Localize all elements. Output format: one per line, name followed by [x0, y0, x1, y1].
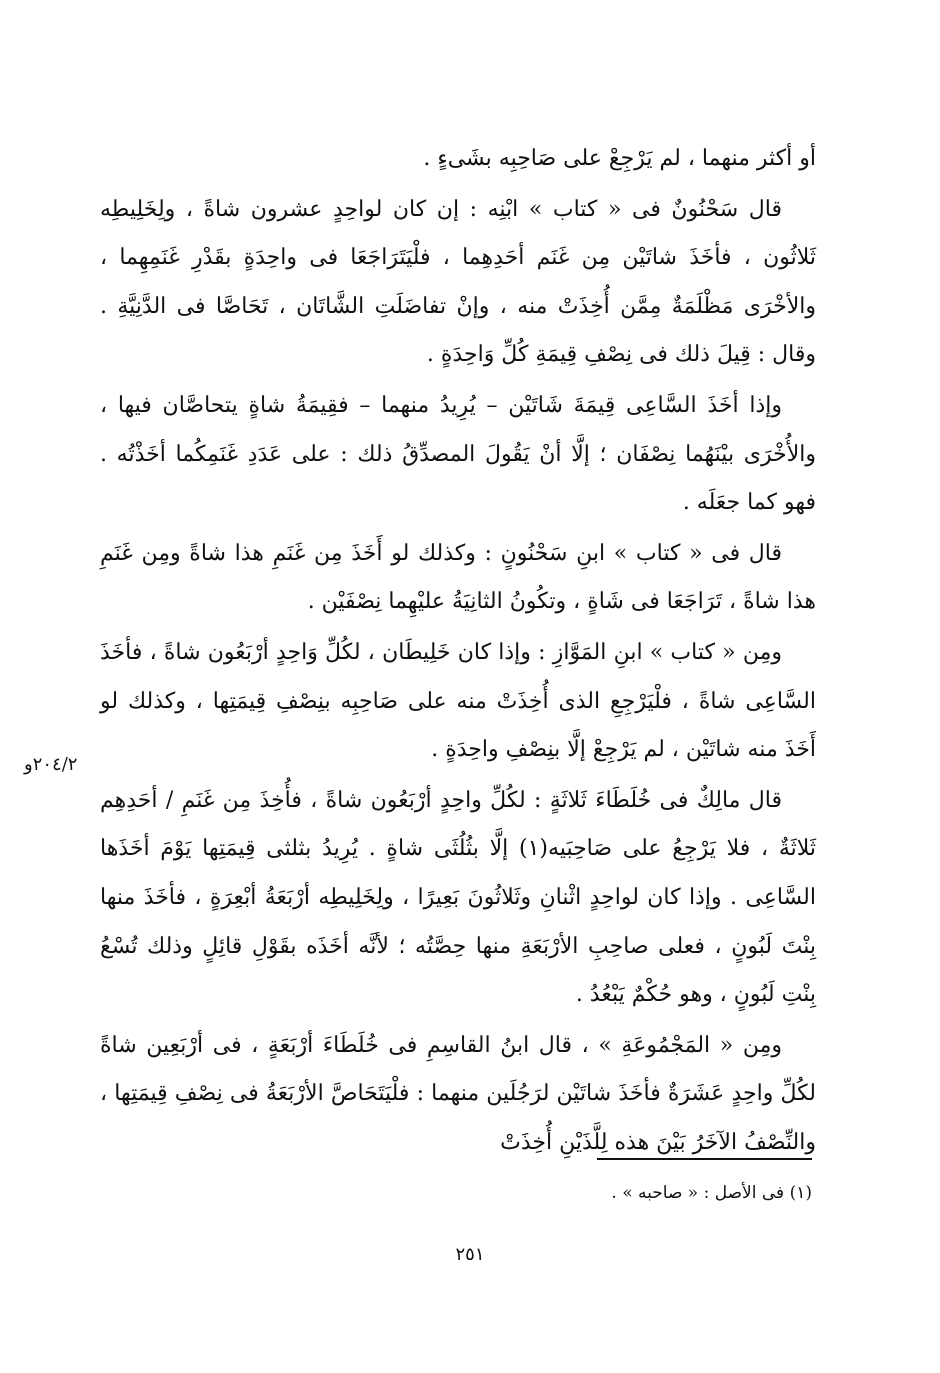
- footnote: (١) فى الأصل : « صاحبه » .: [611, 1183, 812, 1203]
- paragraph-2: قال سَحْنُونٌ فى « كتاب » ابْنِه : إن كان لواحِدٍ عشرون شاةً ، ولِخَلِيطِه ثَلاثُون ، فأخَذَ شاتَيْن مِن غَنَم أحَدِهِما ، فلْيَتَرَاجَعَا فى واحِدَةٍ بقَدْرِ غَنَمِهِما ، والأخْرَى مَظْلَمَةٌ مِمَّن أُخِذَتْ منه ، وإنْ تفاضَلَتِ الشَّاتَان ، تَحَاصَّا فى الدَّنِيَّةِ . وقال : قِيلَ ذلك فى نِصْفِ قِيمَةِ كُلِّ وَاحِدَةٍ .: [100, 196, 816, 368]
- paragraph-7: ومِن « المَجْمُوعَةِ » ، قال ابنُ القاسِمِ فى خُلَطَاءَ أرْبَعَةٍ ، فى أرْبَعِين شاةً لكُلِّ واحِدٍ عَشَرَةٌ فأخَذَ شاتَيْن لرَجُلَين منهما : فلْيَتَحَاصَّ الأرْبَعَةُ فى نِصْفِ قِيمَتِها ، والنِّصْفُ الآخَرُ بَيْنَ هذه لِلَّذَيْنِ أُخِذَتْ: [100, 1032, 816, 1155]
- paragraph-6: قال مالِكٌ فى خُلَطَاءَ ثَلاثَةٍ : لكُلِّ واحِدٍ أرْبَعُون شاةً ، فأُخِذَ مِن غَنَمِ / أحَدِهِم ثَلاثَةٌ ، فلا يَرْجِعُ على صَاحِبَيه(١) إلَّا بثُلُثَى شاةٍ . يُرِيدُ بثلثى قِيمَتِها يَوْمَ أخَذَها السَّاعِى . وإذا كان لواحِدٍ اثْنانِ وثَلاثُونَ بَعِيرًا ، ولِخَلِيطِه أرْبَعَةُ أبْعِرَةٍ ، فأخَذَ منها بِنْتَ لَبُونٍ ، فعلى صاحِبِ الأرْبَعَةِ منها حِصَّتُه ؛ لأنَّه أخَذَه بقَوْلِ قائِلٍ وذلك تُسْعُ بِنْتِ لَبُونٍ ، وهو حُكْمٌ يَبْعُدُ .: [100, 787, 817, 1008]
- paragraph-1: أو أكثر منهما ، لم يَرْجِعْ على صَاحِبِه بشَىءٍ .: [423, 146, 816, 171]
- margin-folio-reference: ٢٠٤/٢و: [24, 754, 78, 775]
- paragraph-4: قال فى « كتاب » ابنِ سَحْنُونٍ : وكذلك لو أَخَذَ مِن غَنَمِ هذا شاةً ومِن غَنَمِ هذا شاةً ، تَرَاجَعَا فى شَاةٍ ، وتكُونُ الثانِيَةُ عليْهِما نِصْفَيْن .: [100, 540, 816, 615]
- paragraph-3: وإذا أخَذَ السَّاعِى قِيمَةَ شَاتَيْن – يُرِيدُ منهما – فقِيمَةُ شاةٍ يتحاصَّان فيها ، والأُخْرَى بيْنَهُما نِصْفَان ؛ إلَّا أنْ يَقُولَ المصدِّقُ ذلك : على عَدَدِ غَنَمِكُما أخَذْتُه . فهو كما جعَلَه .: [100, 392, 816, 516]
- footnote-divider: [597, 1158, 812, 1160]
- main-text: [100, 135, 816, 1167]
- page-number: ٢٥١: [455, 1244, 485, 1265]
- paragraph-5: ومِن « كتاب » ابنِ المَوَّازِ : وإذا كان خَلِيطَان ، لكُلِّ وَاحِدٍ أرْبَعُون شاةً ، فأخَذَ السَّاعِى شاةً ، فلْيَرْجِعِ الذى أُخِذَتْ منه على صَاحِبِه بنِصْفِ قِيمَتِها ، وكذلك لو أَخَذَ منه شاتَيْن ، لم يَرْجِعْ إلَّا بنِصْفِ واحِدَةٍ .: [100, 639, 816, 763]
